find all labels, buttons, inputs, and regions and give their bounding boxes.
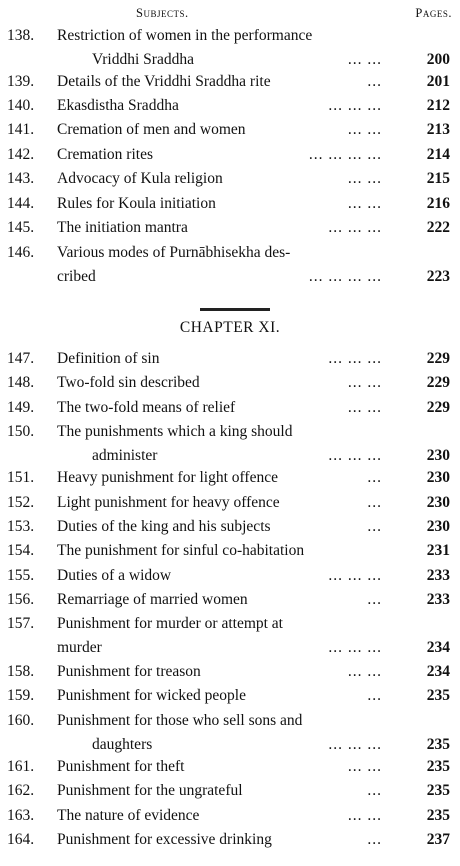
toc-entry	[0, 779, 460, 803]
toc-entry	[0, 143, 460, 167]
leader-dots: ... ... ...	[328, 350, 382, 367]
entry-page-number: 201	[426, 73, 450, 90]
entry-page-number: 235	[426, 736, 450, 754]
entry-page-number: 215	[426, 170, 450, 187]
toc-entry-continuation-line	[0, 444, 460, 468]
entry-subject-text: murder	[57, 639, 102, 657]
leader-dots: ...	[367, 518, 382, 535]
entry-subject-text: Punishment for those who sell sons and	[57, 712, 303, 729]
toc-entry-first-line	[0, 192, 460, 216]
entry-page-number: 233	[426, 591, 450, 608]
entry-subject-text: Cremation rites	[57, 146, 153, 163]
toc-entry-first-line	[0, 491, 460, 515]
entry-number: 154.	[7, 542, 35, 559]
toc-entry-first-line	[0, 347, 460, 371]
entry-page-number: 229	[426, 374, 450, 391]
entry-number: 152.	[7, 494, 35, 511]
toc-entry-first-line	[0, 143, 460, 167]
toc-entry-first-line	[0, 396, 460, 420]
leader-dots: ... ...	[347, 807, 382, 824]
toc-entry-first-line	[0, 612, 460, 636]
toc-entry-continuation-line	[0, 265, 460, 289]
entry-page-number: 216	[426, 195, 450, 212]
entry-page-number: 237	[426, 831, 450, 848]
entry-number: 150.	[7, 423, 35, 440]
toc-entry	[0, 347, 460, 371]
entry-subject-text: Restriction of women in the performance	[57, 27, 313, 44]
toc-entry	[0, 420, 460, 468]
entry-number: 139.	[7, 73, 35, 90]
leader-dots: ...	[367, 494, 382, 511]
leader-dots: ... ... ...	[328, 567, 382, 584]
entry-subject-text: Various modes of Purnābhisekha des-	[57, 244, 291, 261]
entry-page-number: 200	[426, 51, 450, 69]
entry-subject-text: Definition of sin	[57, 350, 160, 367]
entry-number: 159.	[7, 687, 35, 704]
leader-dots: ... ...	[347, 170, 382, 187]
toc-entry-first-line	[0, 420, 460, 444]
entry-subject-text: Vriddhi Sraddha	[92, 51, 194, 69]
entry-subject-text: The punishments which a king should	[57, 423, 293, 440]
entry-number: 144.	[7, 195, 35, 212]
toc-entry-first-line	[0, 779, 460, 803]
toc-entry-first-line	[0, 564, 460, 588]
toc-entry	[0, 241, 460, 289]
entry-number: 148.	[7, 374, 35, 391]
leader-dots: ... ...	[347, 121, 382, 138]
toc-entry	[0, 684, 460, 708]
leader-dots: ...	[367, 831, 382, 848]
toc-entry	[0, 466, 460, 490]
toc-entry-first-line	[0, 684, 460, 708]
leader-dots: ...	[367, 469, 382, 486]
toc-entry-first-line	[0, 588, 460, 612]
entry-subject-text: Rules for Koula initiation	[57, 195, 216, 212]
entry-subject-text: Advocacy of Kula religion	[57, 170, 223, 187]
toc-entry	[0, 564, 460, 588]
toc-entry-first-line	[0, 118, 460, 142]
entry-subject-text: The nature of evidence	[57, 807, 200, 824]
entry-page-number: 212	[426, 97, 450, 114]
entry-number: 146.	[7, 244, 35, 261]
entry-subject-text: Punishment for the ungrateful	[57, 782, 243, 799]
toc-entry	[0, 216, 460, 240]
leader-dots: ... ... ... ...	[308, 268, 382, 286]
leader-dots: ... ...	[347, 399, 382, 416]
toc-entry	[0, 804, 460, 828]
entry-number: 162.	[7, 782, 35, 799]
leader-dots: ... ... ...	[328, 639, 382, 657]
leader-dots: ...	[367, 782, 382, 799]
toc-entry	[0, 515, 460, 539]
entry-subject-text: Punishment for wicked people	[57, 687, 246, 704]
toc-entry	[0, 192, 460, 216]
subjects-column-header: Subjects.	[136, 6, 189, 20]
toc-entry	[0, 612, 460, 660]
section-divider	[200, 308, 270, 311]
entry-subject-text: Two-fold sin described	[57, 374, 200, 391]
toc-entry-first-line	[0, 828, 460, 852]
entry-number: 151.	[7, 469, 35, 486]
leader-dots: ... ...	[347, 758, 382, 775]
entry-number: 149.	[7, 399, 35, 416]
entry-number: 155.	[7, 567, 35, 584]
entry-subject-text: Punishment for murder or attempt at	[57, 615, 283, 632]
entry-page-number: 235	[426, 807, 450, 824]
entry-page-number: 214	[426, 146, 450, 163]
entry-number: 142.	[7, 146, 35, 163]
entry-subject-text: Details of the Vriddhi Sraddha rite	[57, 73, 271, 90]
toc-entry-first-line	[0, 466, 460, 490]
leader-dots: ... ... ...	[328, 219, 382, 236]
entry-subject-text: The initiation mantra	[57, 219, 188, 236]
leader-dots: ... ...	[347, 51, 382, 69]
toc-entry-first-line	[0, 755, 460, 779]
toc-entry	[0, 491, 460, 515]
entry-number: 163.	[7, 807, 35, 824]
entry-number: 160.	[7, 712, 35, 729]
leader-dots: ... ... ...	[328, 447, 382, 465]
entry-page-number: 213	[426, 121, 450, 138]
entry-subject-text: Cremation of men and women	[57, 121, 246, 138]
toc-entry-first-line	[0, 70, 460, 94]
entry-subject-text: The punishment for sinful co-habitation	[57, 542, 305, 559]
entry-page-number: 231	[426, 542, 450, 559]
toc-entry-continuation-line	[0, 733, 460, 757]
toc-entry-first-line	[0, 515, 460, 539]
entry-subject-text: Light punishment for heavy offence	[57, 494, 280, 511]
entry-page-number: 234	[426, 639, 450, 657]
entry-page-number: 235	[426, 687, 450, 704]
entry-subject-text: The two-fold means of relief	[57, 399, 236, 416]
entry-number: 164.	[7, 831, 35, 848]
entry-subject-text: Punishment for treason	[57, 663, 201, 680]
entry-subject-text: Punishment for theft	[57, 758, 185, 775]
toc-entry	[0, 371, 460, 395]
entry-subject-text: Remarriage of married women	[57, 591, 248, 608]
toc-entry	[0, 118, 460, 142]
toc-entry	[0, 167, 460, 191]
toc-entry-first-line	[0, 709, 460, 733]
toc-entry	[0, 588, 460, 612]
entry-subject-text: cribed	[57, 268, 96, 286]
leader-dots: ...	[367, 591, 382, 608]
toc-entry	[0, 94, 460, 118]
entry-page-number: 230	[426, 494, 450, 511]
toc-entry	[0, 755, 460, 779]
entry-subject-text: administer	[92, 447, 158, 465]
toc-entry	[0, 828, 460, 852]
entry-subject-text: Ekasdistha Sraddha	[57, 97, 179, 114]
entry-number: 145.	[7, 219, 35, 236]
toc-entry-continuation-line	[0, 636, 460, 660]
entry-number: 161.	[7, 758, 35, 775]
entry-page-number: 235	[426, 758, 450, 775]
leader-dots: ... ... ...	[328, 736, 382, 754]
entry-page-number: 222	[426, 219, 450, 236]
leader-dots: ...	[367, 73, 382, 90]
entry-subject-text: Duties of the king and his subjects	[57, 518, 271, 535]
entry-page-number: 230	[426, 447, 450, 465]
entry-page-number: 230	[426, 469, 450, 486]
leader-dots: ... ...	[347, 195, 382, 212]
leader-dots: ... ...	[347, 663, 382, 680]
chapter-heading: CHAPTER XI.	[179, 319, 281, 336]
toc-entry-first-line	[0, 660, 460, 684]
toc-entry-first-line	[0, 241, 460, 265]
toc-entry-continuation-line	[0, 48, 460, 72]
entry-number: 147.	[7, 350, 35, 367]
toc-entry	[0, 539, 460, 563]
entry-page-number: 230	[426, 518, 450, 535]
entry-number: 140.	[7, 97, 35, 114]
toc-entry	[0, 396, 460, 420]
entry-number: 138.	[7, 27, 35, 44]
leader-dots: ... ... ...	[328, 97, 382, 114]
entry-number: 157.	[7, 615, 35, 632]
toc-entry	[0, 660, 460, 684]
pages-column-header: Pages.	[415, 6, 452, 20]
entry-number: 141.	[7, 121, 35, 138]
toc-entry-first-line	[0, 24, 460, 48]
leader-dots: ...	[367, 687, 382, 704]
entry-page-number: 229	[426, 399, 450, 416]
entry-number: 156.	[7, 591, 35, 608]
entry-number: 143.	[7, 170, 35, 187]
entry-page-number: 234	[426, 663, 450, 680]
toc-entry-first-line	[0, 371, 460, 395]
entry-subject-text: Heavy punishment for light offence	[57, 469, 278, 486]
toc-entry-first-line	[0, 216, 460, 240]
toc-entry-first-line	[0, 804, 460, 828]
entry-subject-text: daughters	[92, 736, 153, 754]
entry-subject-text: Duties of a widow	[57, 567, 172, 584]
leader-dots: ... ... ... ...	[308, 146, 382, 163]
entry-page-number: 229	[426, 350, 450, 367]
leader-dots: ... ...	[347, 374, 382, 391]
toc-entry	[0, 70, 460, 94]
entry-page-number: 233	[426, 567, 450, 584]
toc-entry	[0, 24, 460, 72]
entry-number: 153.	[7, 518, 35, 535]
entry-subject-text: Punishment for excessive drinking	[57, 831, 272, 848]
toc-entry	[0, 709, 460, 757]
toc-entry-first-line	[0, 167, 460, 191]
entry-number: 158.	[7, 663, 35, 680]
toc-entry-first-line	[0, 94, 460, 118]
entry-page-number: 223	[426, 268, 450, 286]
toc-entry-first-line	[0, 539, 460, 563]
entry-page-number: 235	[426, 782, 450, 799]
